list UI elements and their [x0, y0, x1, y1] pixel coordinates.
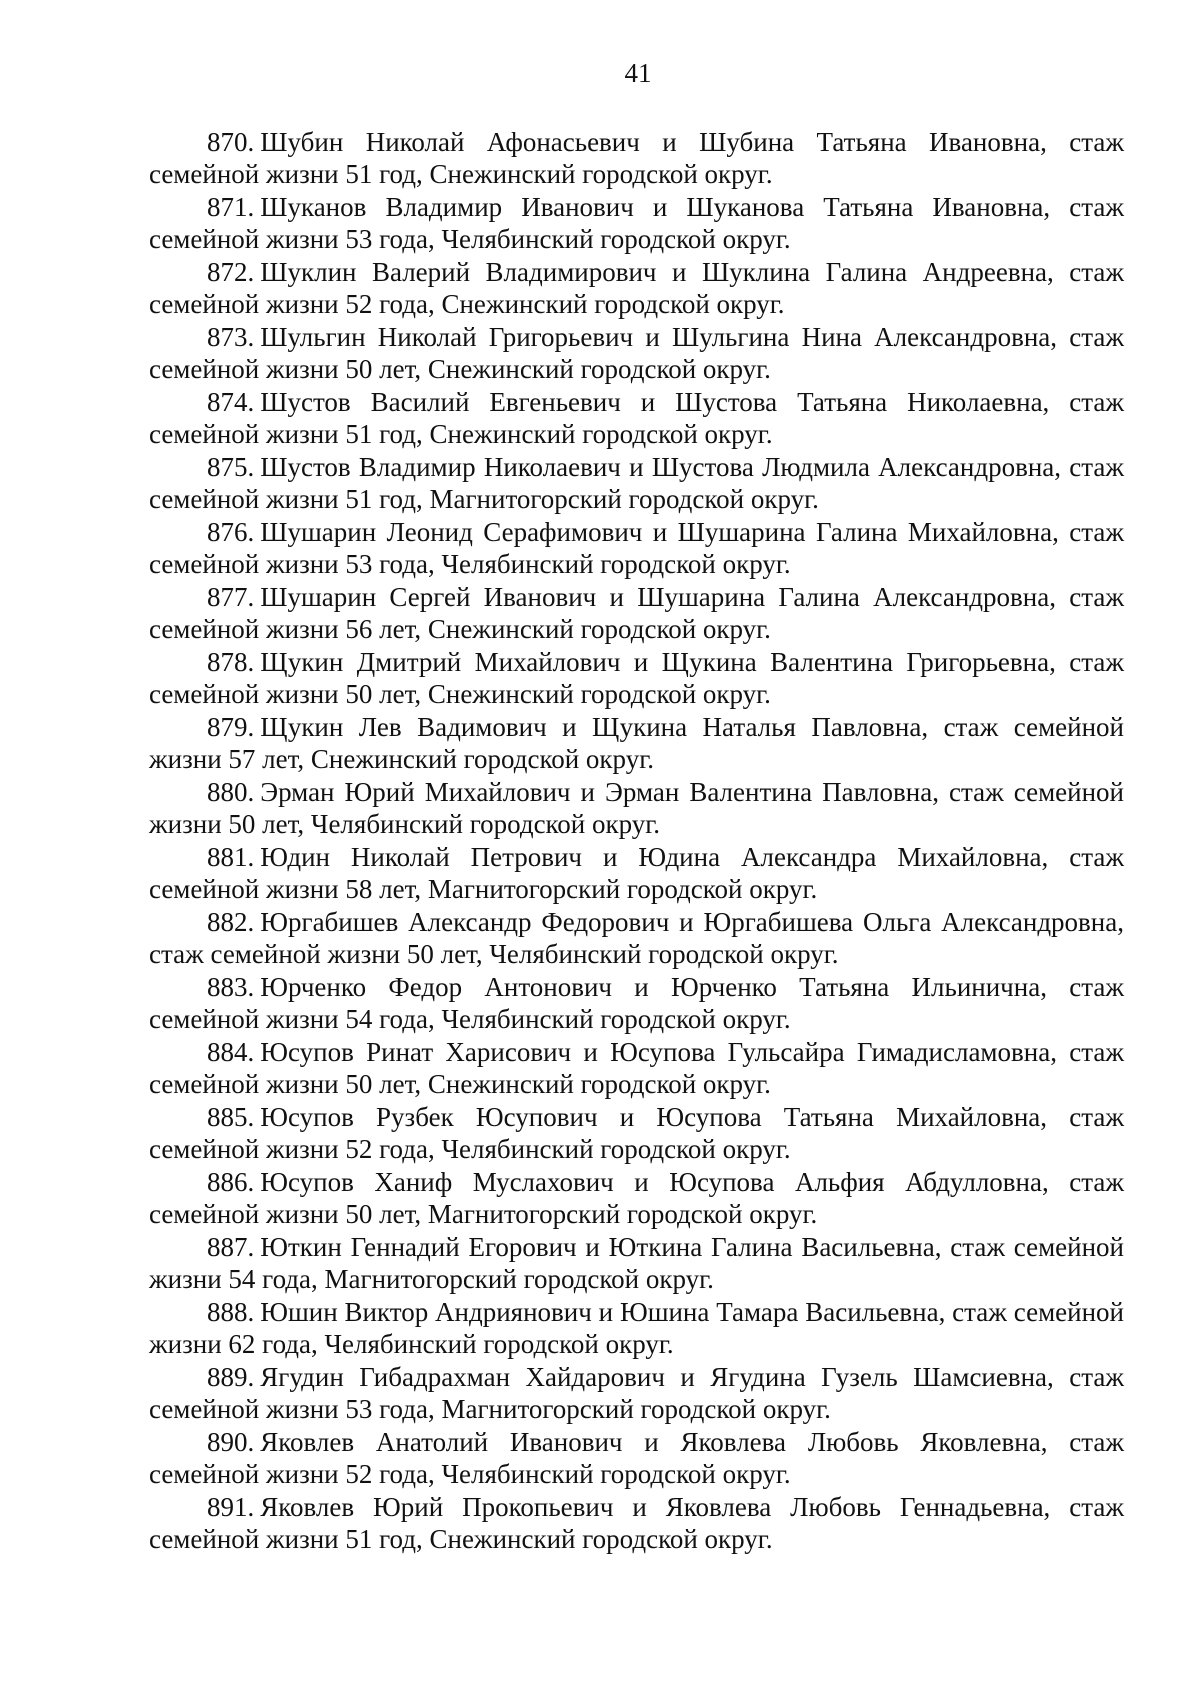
entry-number: 886. [207, 1167, 255, 1197]
entry-number: 888. [207, 1297, 255, 1327]
entry-text: Юсупов Ринат Харисович и Юсупова Гульсайра Гимадисламовна, стаж семейной жизни 50 лет, Снежинский городской округ. [149, 1037, 1124, 1099]
list-item [149, 191, 1124, 255]
entry-number: 870. [207, 127, 255, 157]
list-item [149, 711, 1124, 775]
list-item [149, 256, 1124, 320]
list-item [149, 1101, 1124, 1165]
entry-number: 873. [207, 322, 255, 352]
entry-text: Яковлев Юрий Прокопьевич и Яковлева Любовь Геннадьевна, стаж семейной жизни 51 год, Снежинский городской округ. [149, 1492, 1124, 1554]
list-item [149, 841, 1124, 905]
entry-number: 871. [207, 192, 255, 222]
entry-text: Юсупов Ханиф Муслахович и Юсупова Альфия Абдулловна, стаж семейной жизни 50 лет, Магнитогорский городской округ. [149, 1167, 1124, 1229]
entry-number: 881. [207, 842, 255, 872]
entry-text: Щукин Дмитрий Михайлович и Щукина Валентина Григорьевна, стаж семейной жизни 50 лет, Снежинский городской округ. [149, 647, 1124, 709]
list-item [149, 516, 1124, 580]
entry-text: Шустов Владимир Николаевич и Шустова Людмила Александровна, стаж семейной жизни 51 год, Магнитогорский городской округ. [149, 452, 1124, 514]
entry-list [149, 126, 1124, 1556]
list-item [149, 776, 1124, 840]
entry-text: Юдин Николай Петрович и Юдина Александра Михайловна, стаж семейной жизни 58 лет, Магнитогорский городской округ. [149, 842, 1124, 904]
entry-text: Шубин Николай Афонасьевич и Шубина Татьяна Ивановна, стаж семейной жизни 51 год, Снежинский городской округ. [149, 127, 1124, 189]
entry-number: 878. [207, 647, 255, 677]
entry-text: Шустов Василий Евгеньевич и Шустова Татьяна Николаевна, стаж семейной жизни 51 год, Снежинский городской округ. [149, 387, 1124, 449]
entry-number: 882. [207, 907, 255, 937]
entry-text: Юргабишев Александр Федорович и Юргабишева Ольга Александровна, стаж семейной жизни 50 лет, Челябинский городской округ. [149, 907, 1124, 969]
list-item [149, 1231, 1124, 1295]
entry-text: Юсупов Рузбек Юсупович и Юсупова Татьяна Михайловна, стаж семейной жизни 52 года, Челябинский городской округ. [149, 1102, 1124, 1164]
entry-number: 880. [207, 777, 255, 807]
list-item [149, 126, 1124, 190]
entry-number: 889. [207, 1362, 255, 1392]
entry-number: 890. [207, 1427, 255, 1457]
entry-text: Шушарин Леонид Серафимович и Шушарина Галина Михайловна, стаж семейной жизни 53 года, Челябинский городской округ. [149, 517, 1124, 579]
list-item [149, 451, 1124, 515]
entry-text: Юткин Геннадий Егорович и Юткина Галина Васильевна, стаж семейной жизни 54 года, Магнитогорский городской округ. [149, 1232, 1124, 1294]
entry-text: Шуклин Валерий Владимирович и Шуклина Галина Андреевна, стаж семейной жизни 52 года, Снежинский городской округ. [149, 257, 1124, 319]
list-item [149, 1296, 1124, 1360]
entry-number: 883. [207, 972, 255, 1002]
entry-number: 875. [207, 452, 255, 482]
list-item [149, 386, 1124, 450]
entry-number: 884. [207, 1037, 255, 1067]
entry-number: 879. [207, 712, 255, 742]
entry-number: 876. [207, 517, 255, 547]
entry-text: Эрман Юрий Михайлович и Эрман Валентина Павловна, стаж семейной жизни 50 лет, Челябинский городской округ. [149, 777, 1124, 839]
entry-number: 885. [207, 1102, 255, 1132]
list-item [149, 1361, 1124, 1425]
entry-text: Щукин Лев Вадимович и Щукина Наталья Павловна, стаж семейной жизни 57 лет, Снежинский городской округ. [149, 712, 1124, 774]
entry-text: Ягудин Гибадрахман Хайдарович и Ягудина Гузель Шамсиевна, стаж семейной жизни 53 года, Магнитогорский городской округ. [149, 1362, 1124, 1424]
entry-text: Шуканов Владимир Иванович и Шуканова Татьяна Ивановна, стаж семейной жизни 53 года, Челябинский городской округ. [149, 192, 1124, 254]
list-item [149, 321, 1124, 385]
list-item [149, 971, 1124, 1035]
list-item [149, 1166, 1124, 1230]
entry-text: Юшин Виктор Андриянович и Юшина Тамара Васильевна, стаж семейной жизни 62 года, Челябинский городской округ. [149, 1297, 1124, 1359]
entry-number: 874. [207, 387, 255, 417]
entry-text: Шульгин Николай Григорьевич и Шульгина Нина Александровна, стаж семейной жизни 50 лет, Снежинский городской округ. [149, 322, 1124, 384]
entry-text: Яковлев Анатолий Иванович и Яковлева Любовь Яковлевна, стаж семейной жизни 52 года, Челябинский городской округ. [149, 1427, 1124, 1489]
entry-text: Юрченко Федор Антонович и Юрченко Татьяна Ильинична, стаж семейной жизни 54 года, Челябинский городской округ. [149, 972, 1124, 1034]
list-item [149, 1036, 1124, 1100]
list-item [149, 581, 1124, 645]
entry-number: 891. [207, 1492, 255, 1522]
list-item [149, 646, 1124, 710]
entry-number: 872. [207, 257, 255, 287]
list-item [149, 906, 1124, 970]
list-item [149, 1491, 1124, 1555]
page-number: 41 [624, 58, 652, 88]
entry-number: 877. [207, 582, 255, 612]
list-item [149, 1426, 1124, 1490]
entry-number: 887. [207, 1232, 255, 1262]
entry-text: Шушарин Сергей Иванович и Шушарина Галина Александровна, стаж семейной жизни 56 лет, Снежинский городской округ. [149, 582, 1124, 644]
